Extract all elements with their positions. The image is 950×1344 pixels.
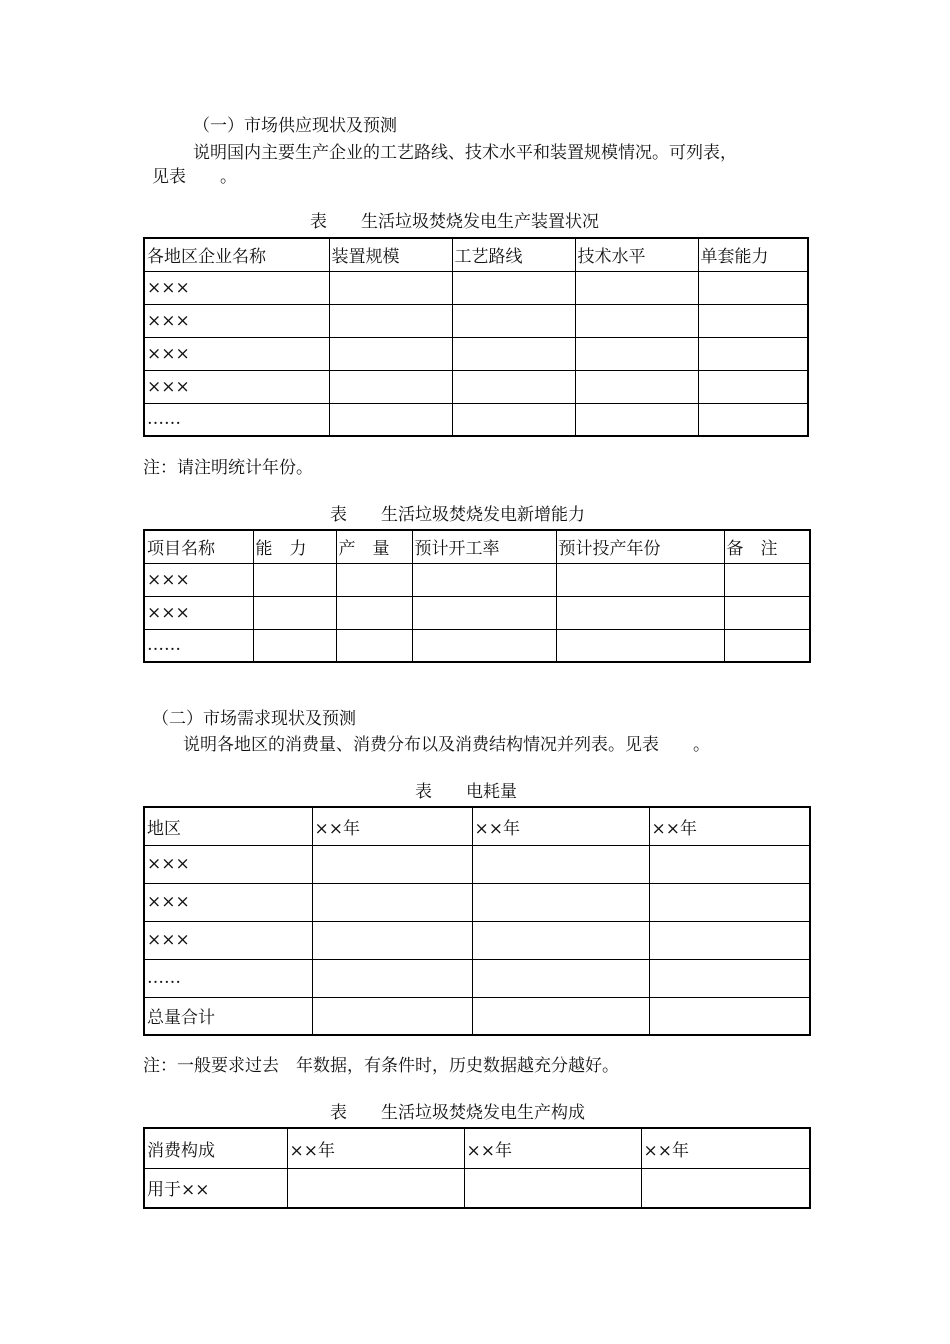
table-row (144, 883, 810, 921)
table1-row-label: …… (144, 403, 329, 436)
table4-header-row (144, 1128, 810, 1168)
table1-header-cell: 装置规模 (329, 238, 452, 271)
table-row (144, 921, 810, 959)
table1-row-label: ××× (144, 271, 329, 304)
table1-header-cell: 单套能力 (698, 238, 808, 271)
table-row (144, 304, 808, 337)
table4-header-cell: ××年 (641, 1128, 810, 1168)
table1-row-label: ××× (144, 337, 329, 370)
table2-header-cell: 预计投产年份 (556, 530, 724, 563)
table-row (144, 997, 810, 1035)
new-capacity-table (143, 529, 811, 663)
table-row (144, 1168, 810, 1208)
table1-row-label: ××× (144, 304, 329, 337)
section1-heading: （一）市场供应现状及预测 (193, 116, 397, 136)
table4-header-cell: ××年 (287, 1128, 464, 1168)
production-composition-table (143, 1127, 811, 1209)
table3-caption: 表 电耗量 (415, 782, 517, 802)
table1-caption: 表 生活垃圾焚烧发电生产装置状况 (310, 212, 599, 232)
table3-header-cell: 地区 (144, 807, 312, 845)
section1-paragraph-line1: 说明国内主要生产企业的工艺路线、技术水平和装置规模情况。可列表， (193, 143, 737, 163)
table3-header-cell: ××年 (312, 807, 472, 845)
table2-header-cell: 预计开工率 (412, 530, 556, 563)
table-row (144, 596, 810, 629)
production-facility-table (143, 237, 809, 437)
table-row (144, 845, 810, 883)
table-row (144, 337, 808, 370)
table2-row-label: …… (144, 629, 253, 662)
table1-header-cell: 技术水平 (575, 238, 698, 271)
table2-header-cell: 产 量 (336, 530, 412, 563)
table1-row-label: ××× (144, 370, 329, 403)
table2-header-row (144, 530, 810, 563)
table3-header-cell: ××年 (649, 807, 810, 845)
table4-header-cell: ××年 (464, 1128, 641, 1168)
table2-caption: 表 生活垃圾焚烧发电新增能力 (330, 505, 585, 525)
table3-row-label: ××× (144, 845, 312, 883)
table3-row-label: 总量合计 (144, 997, 312, 1035)
table-row (144, 959, 810, 997)
section2-heading: （二）市场需求现状及预测 (152, 709, 356, 729)
table4-row-label: 用于×× (144, 1168, 287, 1208)
table1-header-cell: 各地区企业名称 (144, 238, 329, 271)
table-row (144, 271, 808, 304)
table3-row-label: …… (144, 959, 312, 997)
table3-header-row (144, 807, 810, 845)
table2-header-cell: 能 力 (253, 530, 336, 563)
table1-header-row (144, 238, 808, 271)
table2-header-cell: 备 注 (724, 530, 810, 563)
table-row (144, 370, 808, 403)
table-row (144, 629, 810, 662)
table4-caption: 表 生活垃圾焚烧发电生产构成 (330, 1103, 585, 1123)
table2-header-cell: 项目名称 (144, 530, 253, 563)
table3-note: 注：一般要求过去 年数据，有条件时，历史数据越充分越好。 (143, 1056, 619, 1076)
section1-paragraph-line2: 见表 。 (152, 167, 237, 187)
table3-row-label: ××× (144, 921, 312, 959)
table1-note: 注：请注明统计年份。 (143, 458, 313, 478)
table3-row-label: ××× (144, 883, 312, 921)
section2-paragraph: 说明各地区的消费量、消费分布以及消费结构情况并列表。见表 。 (183, 735, 710, 755)
table2-row-label: ××× (144, 563, 253, 596)
power-consumption-table (143, 806, 811, 1036)
table-row (144, 563, 810, 596)
table2-row-label: ××× (144, 596, 253, 629)
table-row (144, 403, 808, 436)
table1-header-cell: 工艺路线 (452, 238, 575, 271)
table3-header-cell: ××年 (472, 807, 649, 845)
table4-header-cell: 消费构成 (144, 1128, 287, 1168)
